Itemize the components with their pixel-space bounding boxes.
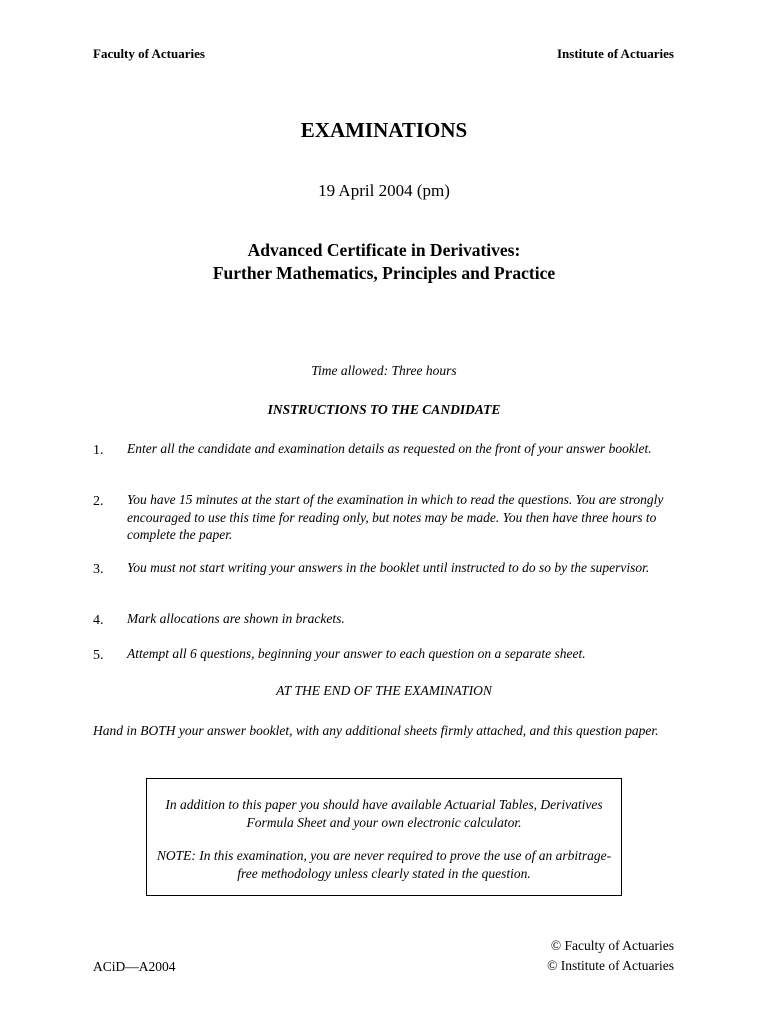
instruction-text: Mark allocations are shown in brackets. [127, 611, 345, 626]
copyright-institute: © Institute of Actuaries [547, 958, 674, 973]
instruction-number: 1. [93, 443, 104, 458]
notice-arbitrage: NOTE: In this examination, you are never required to prove the use of an arbitrage-free methodology unless clearly stated in the question. [156, 848, 612, 881]
header-institute: Institute of Actuaries [557, 46, 674, 61]
instructions-heading: INSTRUCTIONS TO THE CANDIDATE [267, 402, 501, 417]
copyright-faculty: © Faculty of Actuaries [550, 938, 674, 953]
subtitle-line-1: Advanced Certificate in Derivatives: [247, 240, 521, 260]
instruction-text: Attempt all 6 questions, beginning your answer to each question on a separate sheet. [127, 646, 586, 661]
end-of-exam-heading: AT THE END OF THE EXAMINATION [276, 683, 492, 698]
instruction-text: You must not start writing your answers in the booklet until instructed to do so by the supervisor. [127, 560, 650, 575]
instruction-number: 3. [93, 562, 104, 577]
exam-code: ACiD—A2004 [93, 959, 176, 974]
page-title: EXAMINATIONS [300, 118, 468, 142]
time-allowed: Time allowed: Three hours [311, 363, 457, 378]
subtitle-line-2: Further Mathematics, Principles and Practice [212, 263, 556, 283]
instruction-number: 2. [93, 494, 104, 509]
instruction-text: You have 15 minutes at the start of the examination in which to read the questions. You are strongly encouraged to use this time for reading only, but notes may be made. You then have three hours to complete the paper. [127, 492, 664, 542]
exam-subtitle [0, 239, 768, 285]
instruction-number: 5. [93, 648, 104, 663]
header-faculty: Faculty of Actuaries [93, 46, 205, 61]
instruction-number: 4. [93, 613, 104, 628]
instruction-text: Enter all the candidate and examination details as requested on the front of your answer booklet. [127, 441, 652, 456]
notice-box [146, 778, 622, 896]
hand-in-instruction: Hand in BOTH your answer booklet, with any additional sheets firmly attached, and this question paper. [93, 723, 659, 738]
notice-materials: In addition to this paper you should have available Actuarial Tables, Derivatives Formula Sheet and your own electronic calculator. [165, 797, 603, 830]
exam-date: 19 April 2004 (pm) [318, 181, 450, 200]
